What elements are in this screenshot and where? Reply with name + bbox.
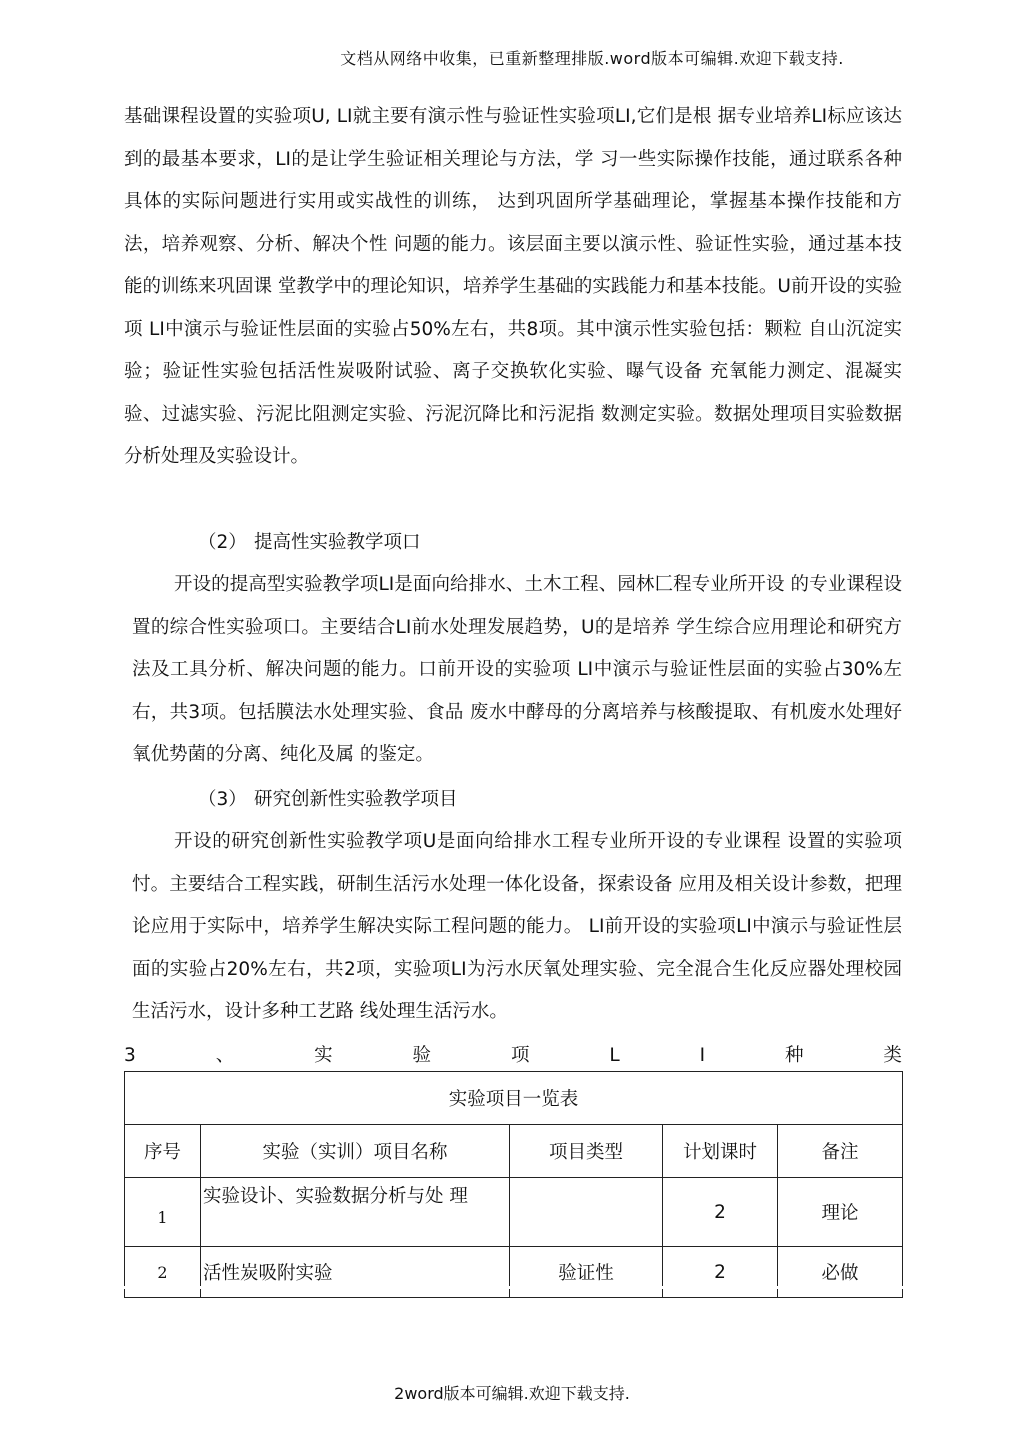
column-header-hours: 计划课时 (663, 1125, 778, 1178)
cell-name: 实验设讣、实验数据分析与处 理 (201, 1178, 510, 1247)
cell-note: 必做 (778, 1247, 903, 1298)
section-char: 种 (784, 1045, 804, 1066)
section-char: 3 (124, 1045, 136, 1066)
subheading-number: （3） (198, 789, 247, 810)
section-char: 项 (510, 1045, 530, 1066)
subheading-innovative-experiments (198, 779, 458, 821)
section-char: 验 (412, 1045, 432, 1066)
page-footer: 2word版本可编辑.欢迎下载支持. (394, 1384, 630, 1403)
table-row (125, 1178, 903, 1247)
subheading-title: 提高性实验教学项口 (254, 532, 421, 553)
experiment-list-table (124, 1071, 903, 1298)
paragraph-advanced-experiments: 开设的提高型实验教学项LI是面向给排水、土木工程、园林匚程专业所开设 的专业课程设置的综合性实验项口。主要结合LI前水处理发展趋势，U的是培养 学生综合应用理论和研究方法及工具分析、解决问题的能力。口前开设的实验项 LI中演示与验证性层面的实验占30%左右，共3项。包括膜法水处理实验、食品 废水中酵母的分离培养与核酸提取、有机废水处理好氧优势菌的分离、纯化及属 的鉴定。 (132, 574, 902, 765)
section-char: L (609, 1045, 620, 1066)
table-row (125, 1247, 903, 1298)
cell-note: 理论 (778, 1178, 903, 1247)
table-page-break (124, 1286, 903, 1289)
section-heading-experiment-types (124, 1043, 902, 1069)
column-header-index: 序号 (125, 1125, 201, 1178)
column-header-note: 备注 (778, 1125, 903, 1178)
section-char: 、 (215, 1045, 235, 1066)
subheading-advanced-experiments (198, 522, 421, 564)
column-header-type: 项目类型 (510, 1125, 663, 1178)
cell-index: 2 (125, 1247, 201, 1298)
subheading-number: （2） (198, 532, 247, 553)
cell-type (510, 1178, 663, 1247)
paragraph-basic-experiments: 基础课程设置的实验项U, LI就主要有演示性与验证性实验项LI,它们是根 据专业培养LI标应该达到的最基本要求，LI的是让学生验证相关理论与方法，学 习一些实际操作技能，通过联系各种具体的实际问题进行实用或实战性的训练， 达到巩固所学基础理论，掌握基本操作技能和方法，培养观察、分析、解决个性 问题的能力。该层面主要以演示性、验证性实验，通过基本技能的训练来巩固课 堂教学中的理论知识，培养学生基础的实践能力和基本技能。U前开设的实验项 LI中演示与验证性层面的实验占50%左右，共8项。其中演示性实验包括：颗粒 自山沉淀实验；验证性实验包括活性炭吸附试验、离子交换软化实验、曝气设备 充氧能力测定、混凝实验、过滤实验、污泥比阻测定实验、污泥沉降比和污泥指 数测定实验。数据处理项目实验数据分析处理及实验设计。 (124, 106, 902, 467)
section-char: 类 (883, 1045, 902, 1066)
column-header-name: 实验（实训）项目名称 (201, 1125, 510, 1178)
subheading-title: 研究创新性实验教学项目 (254, 789, 458, 810)
cell-hours: 2 (663, 1178, 778, 1247)
cell-index: 1 (125, 1178, 201, 1247)
cell-type: 验证性 (510, 1247, 663, 1298)
table-caption: 实验项目一览表 (125, 1072, 903, 1125)
page-header: 文档从网络中收集，已重新整理排版.word版本可编辑.欢迎下载支持. (340, 49, 844, 68)
paragraph-innovative-experiments: 开设的研究创新性实验教学项U是面向给排水工程专业所开设的专业课程 设置的实验项忖。主要结合工程实践，研制生活污水处理一体化设备，探索设备 应用及相关设计参数，把理论应用于实际中，培养学生解决实际工程问题的能力。 LI前开设的实验项LI中演示与验证性层面的实验占20%左右，共2项，实验项LI为污水厌氧处理实验、完全混合生化反应器处理校园生活污水，设计多种工艺路 线处理生活污水。 (132, 831, 902, 1022)
cell-name: 活性炭吸附实验 (201, 1247, 510, 1298)
section-char: I (699, 1045, 706, 1066)
section-char: 实 (314, 1045, 333, 1066)
cell-hours: 2 (663, 1247, 778, 1298)
